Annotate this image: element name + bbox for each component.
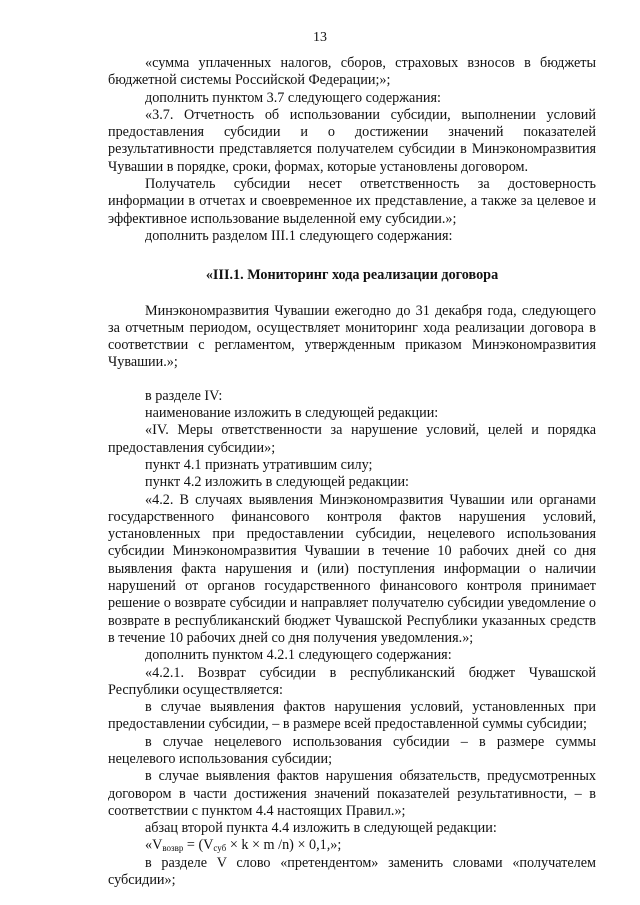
- paragraph: «сумма уплаченных налогов, сборов, страховых взносов в бюджеты бюджетной системы Российской Федерации;»;: [108, 55, 596, 89]
- paragraph: наименование изложить в следующей редакции:: [145, 405, 439, 422]
- paragraph: Минэкономразвития Чувашии ежегодно до 31 декабря года, следующего за отчетным периодом, осуществляет мониторинг хода реализации договора в соответствии с регламентом, утвержденным приказом Минэкономразвития Чувашии.»;: [108, 302, 596, 371]
- spacer: [108, 372, 596, 388]
- formula: [108, 837, 596, 854]
- paragraph: «IV. Меры ответственности за нарушение условий, целей и порядка предоставления субсидии»;: [108, 422, 596, 456]
- document-body: [108, 55, 596, 889]
- paragraph: дополнить пунктом 3.7 следующего содержания:: [145, 89, 441, 106]
- formula-close: × k × m /n) × 0,1,»;: [226, 837, 342, 854]
- paragraph: дополнить разделом III.1 следующего содержания:: [145, 227, 453, 244]
- paragraph: Получатель субсидии несет ответственность за достоверность информации в отчетах и своевременное их представление, а также за целевое и эффективное использование выделенной ему субсидии.»;: [108, 176, 596, 227]
- paragraph: в случае нецелевого использования субсидии – в размере суммы нецелевого использования субсидии;: [108, 733, 596, 767]
- page-number: 13: [313, 30, 327, 45]
- formula-middle: = (V: [183, 837, 214, 854]
- formula-subscript-subsidy: суб: [213, 843, 227, 854]
- paragraph: пункт 4.1 признать утратившим силу;: [145, 456, 373, 473]
- formula-open: «V: [145, 837, 163, 854]
- paragraph: пункт 4.2 изложить в следующей редакции:: [145, 474, 409, 491]
- paragraph: «3.7. Отчетность об использовании субсидии, выполнении условий предоставления субсидии и о достижении значений показателей результативности представляется получателем субсидии в Минэкономразвития Чувашии в порядке, сроки, формах, которые установлены договором.: [108, 106, 596, 175]
- section-heading: «III.1. Мониторинг хода реализации договора: [205, 267, 499, 284]
- formula-subscript-return: возвр: [162, 843, 184, 854]
- paragraph: в разделе V слово «претендентом» заменить словами «получателем субсидии»;: [108, 854, 596, 889]
- paragraph: в случае выявления фактов нарушения обязательств, предусмотренных договором в части достижения значений показателей результативности, – в соответствии с пунктом 4.4 настоящих Правил.»;: [108, 768, 596, 819]
- paragraph: в случае выявления фактов нарушения условий, установленных при предоставлении субсидии, – в размере всей предоставленной суммы субсидии;: [108, 699, 596, 733]
- paragraph: «4.2. В случаях выявления Минэкономразвития Чувашии или органами государственного финансового контроля фактов нарушения условий, установленных при предоставлении субсидии, нецелевого использования субсидии Минэкономразвития Чувашии в течение 10 рабочих дней со дня выявления факта нарушения и (или) поступления информации о наличии нарушений от органов государственного финансового контроля принимает решение о возврате субсидии и направляет получателю субсидии уведомление о возврате в республиканский бюджет Чувашской Республики указанных средств в течение 10 рабочих дней со дня получения уведомления.»;: [108, 491, 596, 646]
- paragraph: «4.2.1. Возврат субсидии в республиканский бюджет Чувашской Республики осуществляется:: [108, 664, 596, 698]
- paragraph: дополнить пунктом 4.2.1 следующего содержания:: [145, 647, 452, 664]
- paragraph: в разделе IV:: [145, 387, 223, 404]
- paragraph: абзац второй пункта 4.4 изложить в следующей редакции:: [145, 820, 497, 837]
